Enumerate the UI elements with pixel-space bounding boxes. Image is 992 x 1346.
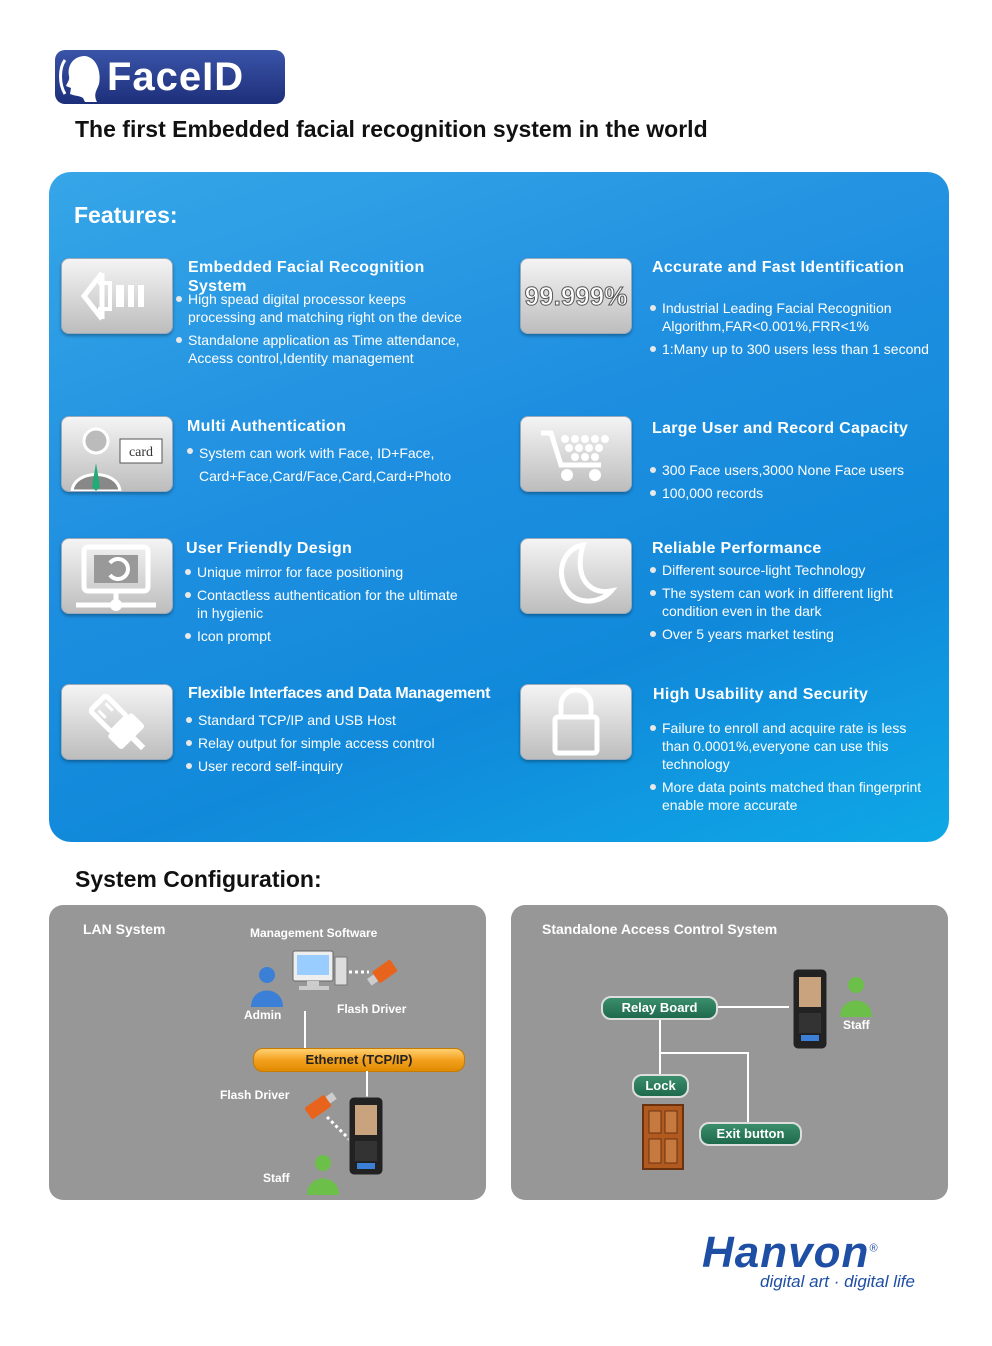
lan-system-box (49, 905, 486, 1200)
flash-driver-label-top: Flash Driver (337, 1002, 407, 1016)
bullet: Contactless authentication for the ultimate in hygienic (185, 586, 470, 622)
bullet: Failure to enroll and acquire rate is less than 0.0001%,everyone can use this technology (650, 719, 935, 773)
hanvon-wordmark: Hanvon (702, 1228, 870, 1277)
feature-title-flexible: Flexible Interfaces and Data Management (188, 685, 491, 702)
feature-bullets-capacity (650, 461, 935, 507)
bullet: Unique mirror for face positioning (185, 563, 470, 581)
bullet: Standalone application as Time attendance, Access control,Identity management (176, 331, 466, 367)
feature-title-embedded: Embedded Facial Recognition System (188, 259, 425, 295)
bullet: User record self-inquiry (186, 757, 471, 775)
relay-board-box: Relay Board (601, 996, 718, 1020)
feature-title-user-friendly: User Friendly Design (186, 540, 353, 557)
feature-bullets-flexible (186, 711, 471, 780)
percent-badge-icon (520, 258, 632, 334)
features-panel (49, 172, 949, 842)
percent-badge-text: 99.999% (524, 281, 628, 311)
bullet: High spead digital processor keeps processing and matching right on the device (176, 290, 466, 326)
staff-person-icon (836, 975, 876, 1017)
feature-title-accurate: Accurate and Fast Identification (652, 259, 905, 276)
bullet: Relay output for simple access control (186, 734, 471, 752)
bullet: 100,000 records (650, 484, 935, 502)
usb-plug-icon (61, 684, 173, 760)
standalone-system-title: Standalone Access Control System (542, 921, 778, 937)
logo-text: FaceID (107, 54, 245, 99)
features-title: Features: (74, 202, 178, 228)
bullet: Standard TCP/IP and USB Host (186, 711, 471, 729)
hanvon-slogan: digital art · digital life (760, 1272, 915, 1291)
admin-label: Admin (244, 1008, 282, 1022)
person-card-icon (61, 416, 173, 492)
face-terminal-device-icon (345, 1095, 387, 1177)
feature-title-reliable: Reliable Performance (652, 540, 822, 557)
wiring-lines (511, 905, 948, 1200)
cart-icon (520, 416, 632, 492)
feature-title-capacity: Large User and Record Capacity (652, 420, 909, 437)
bullet: Industrial Leading Facial Recognition Algorithm,FAR<0.001%,FRR<1% (650, 299, 935, 335)
feature-bullets-accurate (650, 299, 935, 363)
system-configuration-title: System Configuration: (75, 866, 322, 892)
bullet: More data points matched than fingerprint enable more accurate (650, 778, 935, 814)
ethernet-bar: Ethernet (TCP/IP) (253, 1048, 465, 1072)
feature-title-security: High Usability and Security (653, 686, 869, 703)
staff-label: Staff (843, 1018, 870, 1032)
bullet: 1:Many up to 300 users less than 1 second (650, 340, 935, 358)
door-icon (641, 1103, 685, 1171)
feature-bullets-reliable (650, 561, 935, 648)
bullet: Over 5 years market testing (650, 625, 935, 643)
lock-icon (520, 684, 632, 760)
feature-bullets-security (650, 719, 935, 819)
feature-bullets-multi-auth (187, 442, 469, 493)
bullet: Icon prompt (185, 627, 470, 645)
lock-box: Lock (632, 1074, 689, 1098)
card-text: card (128, 445, 154, 460)
staff-label: Staff (263, 1171, 290, 1185)
bullet: Different source-light Technology (650, 561, 935, 579)
staff-person-icon (303, 1153, 343, 1195)
exit-button-box: Exit button (699, 1122, 802, 1146)
tagline: The first Embedded facial recognition system in the world (75, 116, 708, 142)
flash-driver-label-bottom: Flash Driver (220, 1088, 290, 1102)
feature-title-multi-auth: Multi Authentication (187, 418, 347, 435)
face-profile-icon (55, 50, 107, 104)
management-software-label: Management Software (250, 926, 378, 940)
registered-mark: ® (869, 1242, 879, 1255)
bullet: 300 Face users,3000 None Face users (650, 461, 935, 479)
connector-line (299, 1011, 311, 1051)
monitor-icon (61, 538, 173, 614)
arrow-in-icon (61, 258, 173, 334)
faceid-logo (55, 50, 285, 104)
feature-bullets-user-friendly (185, 563, 470, 650)
standalone-system-box (511, 905, 948, 1200)
feature-bullets-embedded (176, 290, 466, 372)
hanvon-logo (702, 1228, 915, 1292)
bullet: System can work with Face, ID+Face, Card+Face,Card/Face,Card,Card+Photo (187, 442, 469, 488)
moon-icon (520, 538, 632, 614)
admin-person-icon (247, 965, 287, 1007)
face-terminal-device-icon (789, 967, 831, 1051)
bullet: The system can work in different light condition even in the dark (650, 584, 935, 620)
lan-system-title: LAN System (83, 921, 166, 937)
